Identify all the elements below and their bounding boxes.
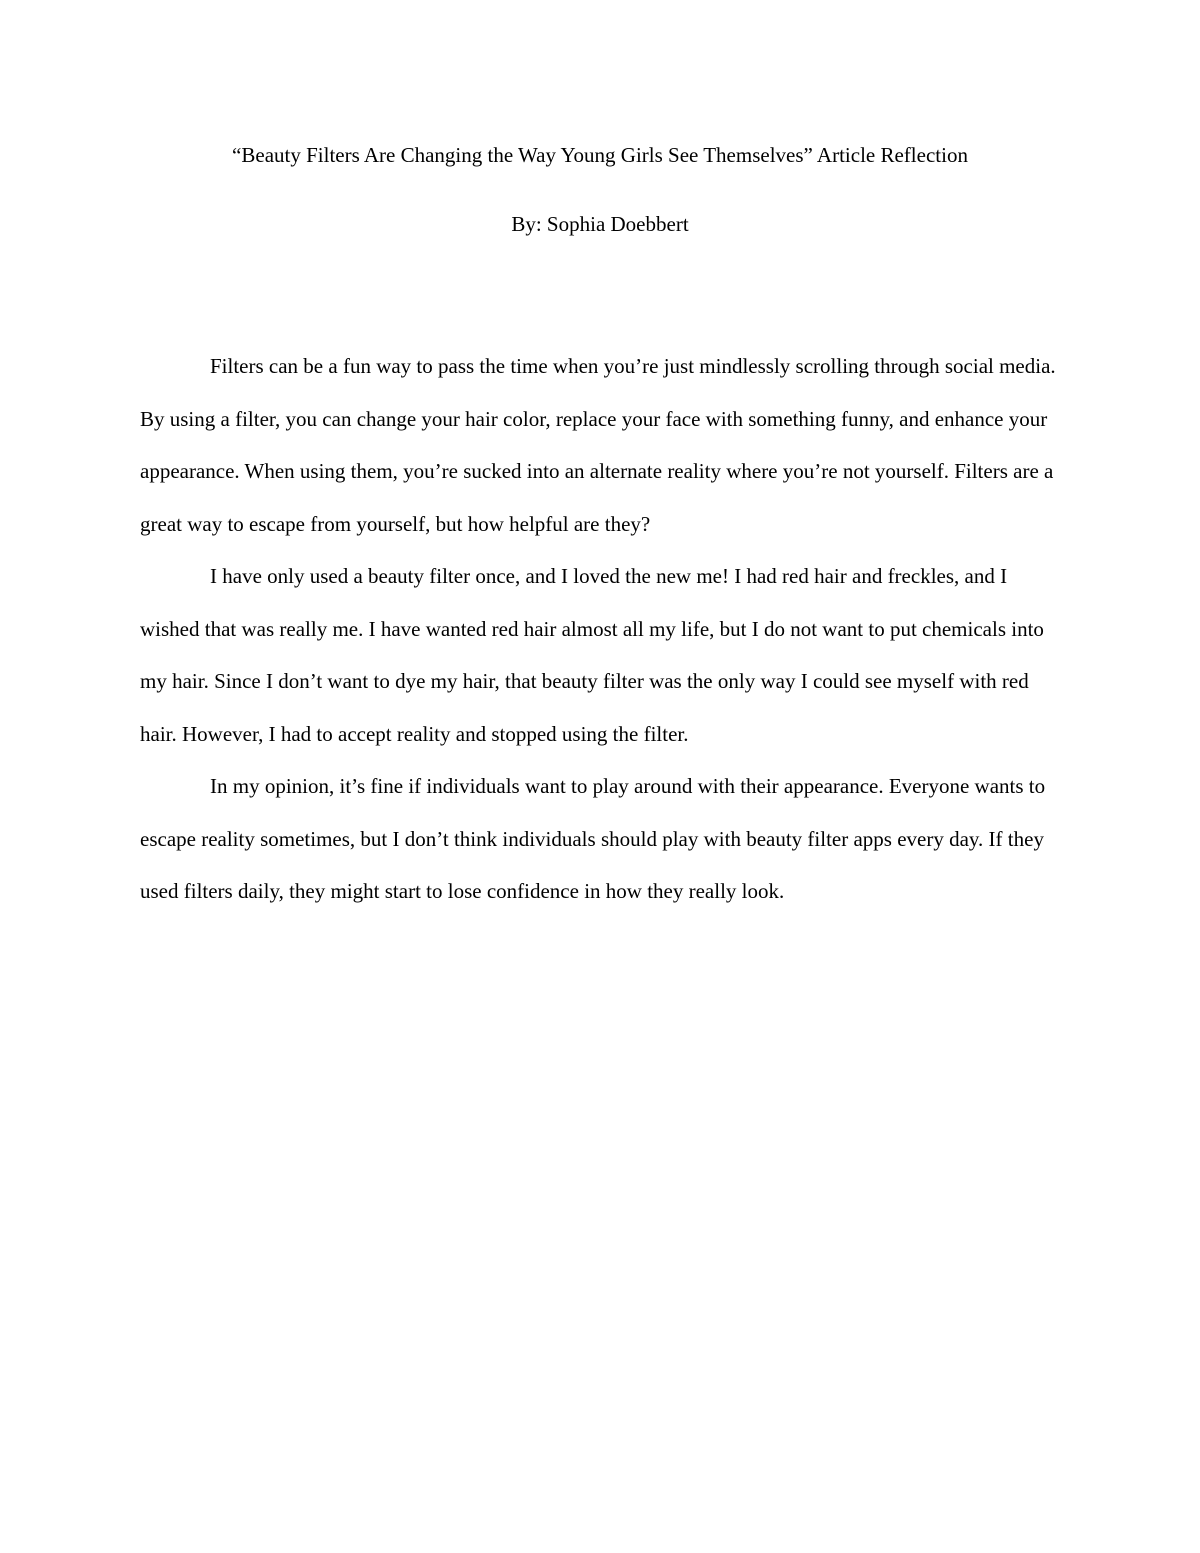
paragraph-1: Filters can be a fun way to pass the time when you’re just mindlessly scrolling through social media. By using a filter, you can change your hair color, replace your face with something funny, and enhance your appearance. When using them, you’re sucked into an alternate reality where you’re not yourself. Filters are a great way to escape from yourself, but how helpful are they? <box>140 354 1056 536</box>
document-byline: By: Sophia Doebbert <box>511 212 689 236</box>
paragraph-3: In my opinion, it’s fine if individuals want to play around with their appearance. Everyone wants to escape reality sometimes, but I don’t think individuals should play with beauty filter apps every day. If they used filters daily, they might start to lose confidence in how they really look. <box>140 774 1046 903</box>
document-body <box>140 340 1060 918</box>
document-title: “Beauty Filters Are Changing the Way Young Girls See Themselves” Article Reflection <box>232 143 968 167</box>
paragraph-2: I have only used a beauty filter once, and I loved the new me! I had red hair and freckles, and I wished that was really me. I have wanted red hair almost all my life, but I do not want to put chemicals into my hair. Since I don’t want to dye my hair, that beauty filter was the only way I could see myself with red hair. However, I had to accept reality and stopped using the filter. <box>140 564 1044 746</box>
